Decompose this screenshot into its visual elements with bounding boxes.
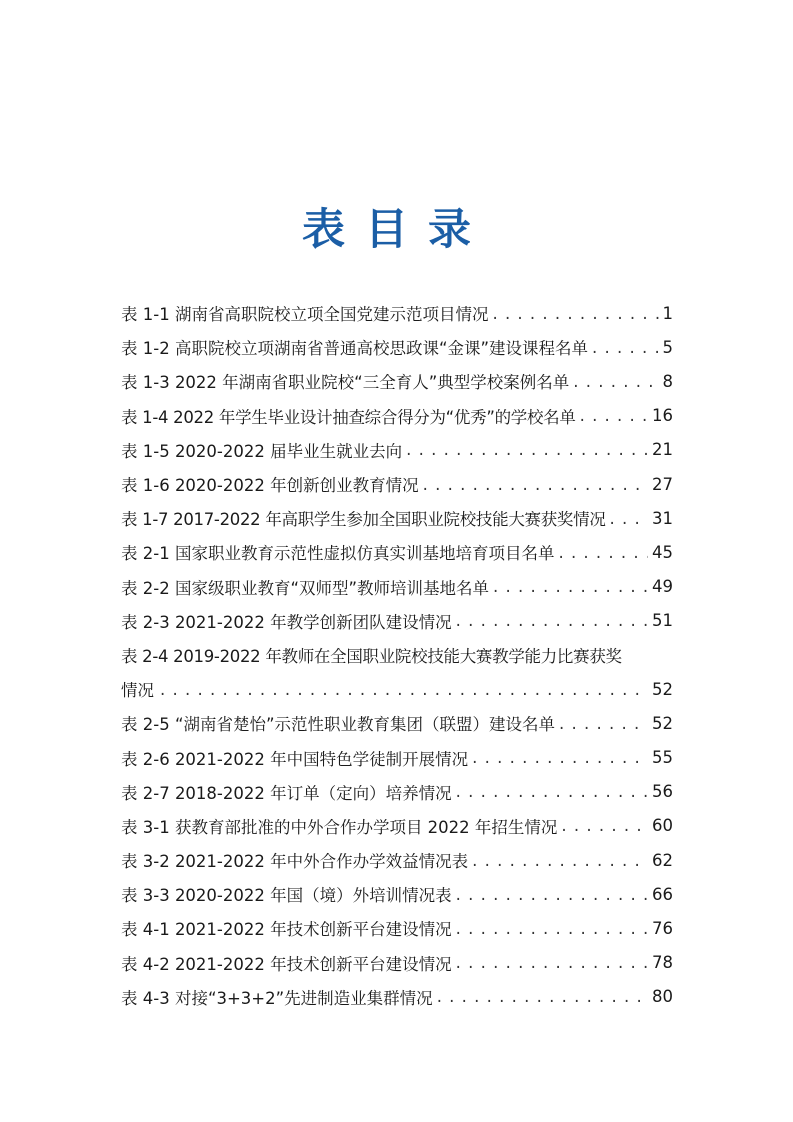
leader-dots	[406, 440, 648, 459]
toc-entry-label: 表 1-5 2020-2022 届毕业生就业去向	[121, 441, 403, 461]
toc-entry-page: 66	[652, 884, 673, 904]
toc-entry-page: 51	[652, 611, 673, 631]
leader-dots	[160, 680, 648, 699]
toc-entry-label: 表 2-7 2018-2022 年订单（定向）培养情况	[121, 783, 452, 803]
toc-entry-label: 表 3-1 获教育部批准的中外合作办学项目 2022 年招生情况	[121, 817, 558, 837]
leader-dots	[456, 953, 648, 972]
leader-dots	[558, 543, 648, 562]
toc-entry-page: 49	[652, 577, 673, 597]
leader-dots	[492, 304, 658, 323]
toc-entry[interactable]	[121, 911, 673, 945]
toc-entry-label: 表 1-2 高职院校立项湖南省普通高校思政课“金课”建设课程名单	[121, 339, 589, 359]
toc-entry[interactable]	[121, 604, 673, 638]
toc-entry[interactable]	[121, 775, 673, 809]
toc-entry-label: 表 4-2 2021-2022 年技术创新平台建设情况	[121, 954, 452, 974]
toc-entry[interactable]	[121, 501, 673, 535]
toc-entry[interactable]	[121, 399, 673, 433]
toc-entry-page: 62	[652, 850, 673, 870]
toc-entry[interactable]	[121, 570, 673, 604]
toc-entry-label: 表 1-6 2020-2022 年创新创业教育情况	[121, 476, 419, 496]
toc-entry-page: 56	[652, 782, 673, 802]
toc-entry-page: 60	[652, 816, 673, 836]
toc-entry[interactable]	[121, 980, 673, 1014]
leader-dots	[456, 885, 648, 904]
toc-entry[interactable]	[121, 433, 673, 467]
toc-entry-page: 78	[652, 953, 673, 973]
toc-entry[interactable]	[121, 877, 673, 911]
toc-entry-label: 表 3-2 2021-2022 年中外合作办学效益情况表	[121, 852, 469, 872]
table-of-contents	[121, 296, 673, 1014]
toc-entry-label: 情况	[121, 681, 154, 701]
toc-entry-label: 表 2-1 国家职业教育示范性虚拟仿真实训基地培育项目名单	[121, 544, 555, 564]
toc-entry[interactable]	[121, 296, 673, 330]
toc-entry-page: 45	[652, 542, 673, 562]
leader-dots	[559, 714, 648, 733]
toc-entry-first-line[interactable]	[121, 638, 673, 672]
leader-dots	[423, 475, 648, 494]
toc-entry-page: 52	[652, 679, 673, 699]
toc-entry[interactable]	[121, 706, 673, 740]
toc-entry-label: 表 3-3 2020-2022 年国（境）外培训情况表	[121, 886, 452, 906]
toc-entry[interactable]	[121, 843, 673, 877]
toc-entry-label: 表 4-1 2021-2022 年技术创新平台建设情况	[121, 920, 452, 940]
toc-entry-label: 表 1-1 湖南省高职院校立项全国党建示范项目情况	[121, 305, 489, 325]
toc-entry-label: 表 2-4 2019-2022 年教师在全国职业院校技能大赛教学能力比赛获奖	[121, 646, 622, 666]
leader-dots	[493, 577, 648, 596]
toc-entry[interactable]	[121, 535, 673, 569]
toc-entry[interactable]	[121, 364, 673, 398]
leader-dots	[561, 816, 648, 835]
toc-entry-label: 表 2-5 “湖南省楚怡”示范性职业教育集团（联盟）建设名单	[121, 715, 556, 735]
toc-entry[interactable]	[121, 740, 673, 774]
leader-dots	[580, 406, 648, 425]
toc-entry-label: 表 1-7 2017-2022 年高职学生参加全国职业院校技能大赛获奖情况	[121, 510, 606, 530]
toc-entry-page: 21	[652, 440, 673, 460]
toc-entry-label: 表 2-3 2021-2022 年教学创新团队建设情况	[121, 612, 452, 632]
leader-dots	[472, 748, 648, 767]
toc-entry-label: 表 1-3 2022 年湖南省职业院校“三全育人”典型学校案例名单	[121, 373, 570, 393]
leader-dots	[592, 338, 658, 357]
leader-dots	[456, 782, 648, 801]
toc-entry-continuation[interactable]	[121, 672, 673, 706]
toc-entry-page: 31	[652, 508, 673, 528]
leader-dots	[472, 851, 648, 870]
toc-entry-page: 1	[662, 303, 673, 323]
toc-entry-label: 表 2-2 国家级职业教育“双师型”教师培训基地名单	[121, 578, 490, 598]
toc-entry-page: 80	[652, 987, 673, 1007]
toc-entry-page: 8	[662, 371, 673, 391]
leader-dots	[573, 372, 658, 391]
toc-entry[interactable]	[121, 809, 673, 843]
toc-entry-label: 表 4-3 对接“3+3+2”先进制造业集群情况	[121, 988, 433, 1008]
toc-entry-page: 52	[652, 713, 673, 733]
toc-entry[interactable]	[121, 330, 673, 364]
toc-entry-page: 16	[652, 406, 673, 426]
leader-dots	[437, 987, 648, 1006]
leader-dots	[456, 611, 648, 630]
toc-entry[interactable]	[121, 946, 673, 980]
toc-entry-page: 76	[652, 918, 673, 938]
leader-dots	[456, 919, 648, 938]
leader-dots	[610, 509, 648, 528]
page-title: 表目录	[302, 205, 491, 255]
toc-entry-page: 55	[652, 748, 673, 768]
toc-entry-page: 5	[662, 337, 673, 357]
toc-entry-label: 表 2-6 2021-2022 年中国特色学徒制开展情况	[121, 749, 469, 769]
toc-entry[interactable]	[121, 467, 673, 501]
toc-entry-label: 表 1-4 2022 年学生毕业设计抽查综合得分为“优秀”的学校名单	[121, 407, 576, 427]
toc-entry-page: 27	[652, 474, 673, 494]
